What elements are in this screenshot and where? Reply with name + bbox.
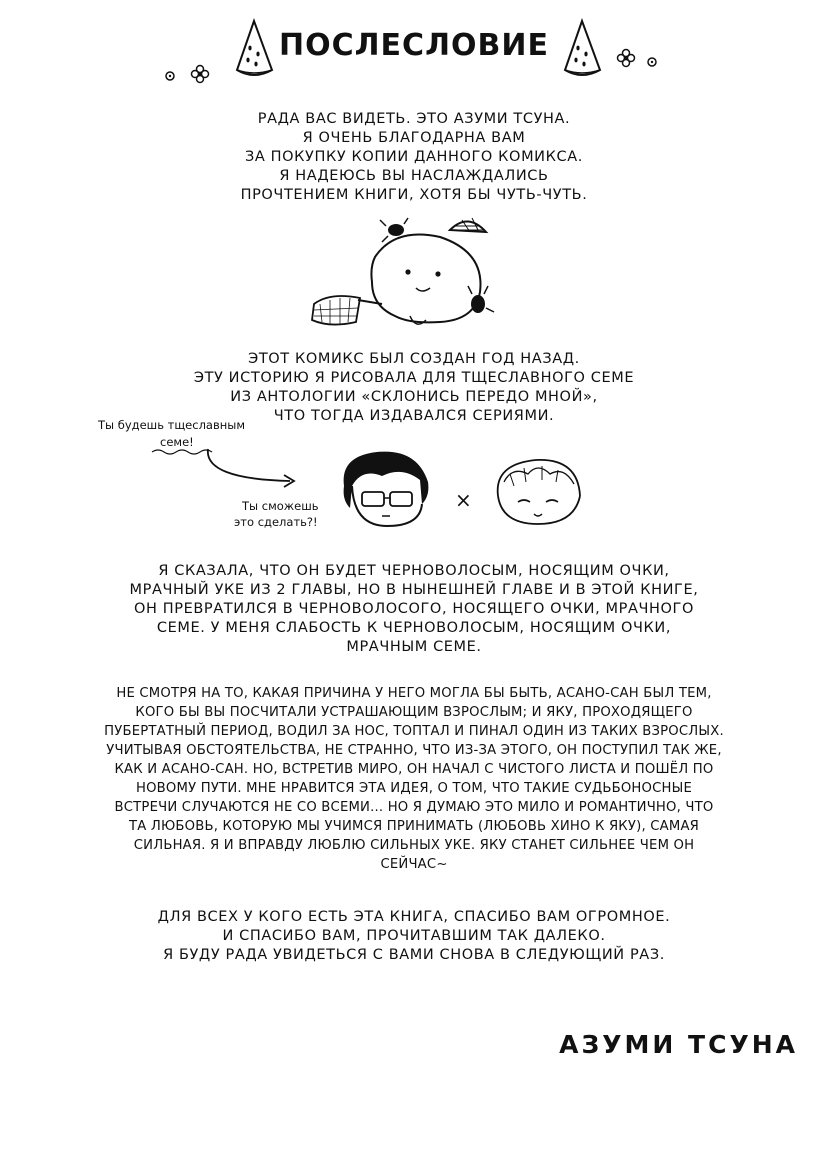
speech-note-top-1: Ты будешь тщеславным xyxy=(98,418,246,432)
cross-mark: × xyxy=(455,488,472,512)
black-haired-character-sketch xyxy=(332,446,442,534)
change-line: СЕМЕ. У МЕНЯ СЛАБОСТЬ К ЧЕРНОВОЛОСЫМ, НОСЯЩИМ ОЧКИ, xyxy=(156,620,672,636)
history-line: ЭТУ ИСТОРИЮ Я РИСОВАЛА ДЛЯ ТЩЕСЛАВНОГО СЕМЕ xyxy=(193,370,635,386)
story-line: ВСТРЕЧИ СЛУЧАЮТСЯ НЕ СО ВСЕМИ... НО Я ДУМАЮ ЭТО МИЛО И РОМАНТИЧНО, ЧТО xyxy=(114,800,714,815)
thanks-line: ДЛЯ ВСЕХ У КОГО ЕСТЬ ЭТА КНИГА, СПАСИБО ВАМ ОГРОМНОЕ. xyxy=(157,909,671,925)
intro-line: Я ОЧЕНЬ БЛАГОДАРНА ВАМ xyxy=(302,130,526,146)
page-title: ПОСЛЕСЛОВИЕ xyxy=(279,28,549,63)
story-line: КОГО БЫ ВЫ ПОСЧИТАЛИ УСТРАШАЮЩИМ ВЗРОСЛЫМ; И ЯКУ, ПРОХОДЯЩЕГО xyxy=(135,705,693,720)
change-paragraph xyxy=(0,562,828,657)
author-signature: АЗУМИ ТСУНА xyxy=(559,1030,798,1059)
history-line: ЧТО ТОГДА ИЗДАВАЛСЯ СЕРИЯМИ. xyxy=(273,408,555,424)
net-icon xyxy=(312,296,382,325)
intro-line: Я НАДЕЮСЬ ВЫ НАСЛАЖДАЛИСЬ xyxy=(279,168,549,184)
intro-line: ПРОЧТЕНИЕМ КНИГИ, ХОТЯ БЫ ЧУТЬ-ЧУТЬ. xyxy=(240,187,588,203)
change-line: Я СКАЗАЛА, ЧТО ОН БУДЕТ ЧЕРНОВОЛОСЫМ, НОСЯЩИМ ОЧКИ, xyxy=(158,563,670,579)
intro-line: ЗА ПОКУПКУ КОПИИ ДАННОГО КОМИКСА. xyxy=(245,149,583,165)
change-line: МРАЧНЫМ СЕМЕ. xyxy=(346,639,482,655)
thanks-paragraph xyxy=(0,908,828,965)
change-line: ОН ПРЕВРАТИЛСЯ В ЧЕРНОВОЛОСОГО, НОСЯЩЕГО ОЧКИ, МРАЧНОГО xyxy=(134,601,694,617)
story-line: ПУБЕРТАТНЫЙ ПЕРИОД, ВОДИЛ ЗА НОС, ТОПТАЛ И ПИНАЛ ОДИН ИЗ ТАКИХ ВЗРОСЛЫХ. xyxy=(104,724,724,739)
story-line: НЕ СМОТРЯ НА ТО, КАКАЯ ПРИЧИНА У НЕГО МОГЛА БЫ БЫТЬ, АСАНО-САН БЫЛ ТЕМ, xyxy=(116,686,712,701)
story-paragraph xyxy=(0,684,828,874)
change-line: МРАЧНЫЙ УКЕ ИЗ 2 ГЛАВЫ, НО В НЫНЕШНЕЙ ГЛАВЕ И В ЭТОЙ КНИГЕ, xyxy=(129,582,699,598)
speech-note-top-2: семе! xyxy=(160,435,194,449)
story-line: ТА ЛЮБОВЬ, КОТОРУЮ МЫ УЧИМСЯ ПРИНИМАТЬ (ЛЮБОВЬ ХИНО К ЯКУ), САМАЯ xyxy=(128,819,700,834)
thanks-line: И СПАСИБО ВАМ, ПРОЧИТАВШИМ ТАК ДАЛЕКО. xyxy=(222,928,606,944)
story-line: СЕЙЧАС~ xyxy=(380,857,448,872)
story-line: СИЛЬНАЯ. Я И ВПРАВДУ ЛЮБЛЮ СИЛЬНЫХ УКЕ. ЯКУ СТАНЕТ СИЛЬНЕЕ ЧЕМ ОН xyxy=(133,838,695,853)
flower-left-icon xyxy=(160,62,216,86)
arrow-icon xyxy=(200,445,310,495)
thanks-line: Я БУДУ РАДА УВИДЕТЬСЯ С ВАМИ СНОВА В СЛЕДУЮЩИЙ РАЗ. xyxy=(163,947,665,963)
hat-icon xyxy=(450,218,486,232)
speech-note-bottom-1: Ты сможешь xyxy=(242,499,319,513)
story-line: УЧИТЫВАЯ ОБСТОЯТЕЛЬСТВА, НЕ СТРАННО, ЧТО ИЗ-ЗА ЭТОГО, ОН ПОСТУПИЛ ТАК ЖЕ, xyxy=(106,743,722,758)
history-paragraph xyxy=(0,350,828,426)
beetle-icon xyxy=(380,218,408,242)
intro-paragraph xyxy=(0,110,828,205)
history-line: ЭТОТ КОМИКС БЫЛ СОЗДАН ГОД НАЗАД. xyxy=(248,351,580,367)
blond-character-sketch xyxy=(488,452,588,532)
author-mascot-illustration xyxy=(300,212,510,340)
speech-note-bottom-2: это сделать?! xyxy=(234,515,318,529)
intro-line: РАДА ВАС ВИДЕТЬ. ЭТО АЗУМИ ТСУНА. xyxy=(257,111,571,127)
history-line: ИЗ АНТОЛОГИИ «СКЛОНИСЬ ПЕРЕДО МНОЙ», xyxy=(230,389,598,405)
story-line: НОВОМУ ПУТИ. МНЕ НРАВИТСЯ ЭТА ИДЕЯ, О ТОМ, ЧТО ТАКИЕ СУДЬБОНОСНЫЕ xyxy=(135,781,693,796)
story-line: КАК И АСАНО-САН. НО, ВСТРЕТИВ МИРО, ОН НАЧАЛ С ЧИСТОГО ЛИСТА И ПОШЁЛ ПО xyxy=(114,762,714,777)
